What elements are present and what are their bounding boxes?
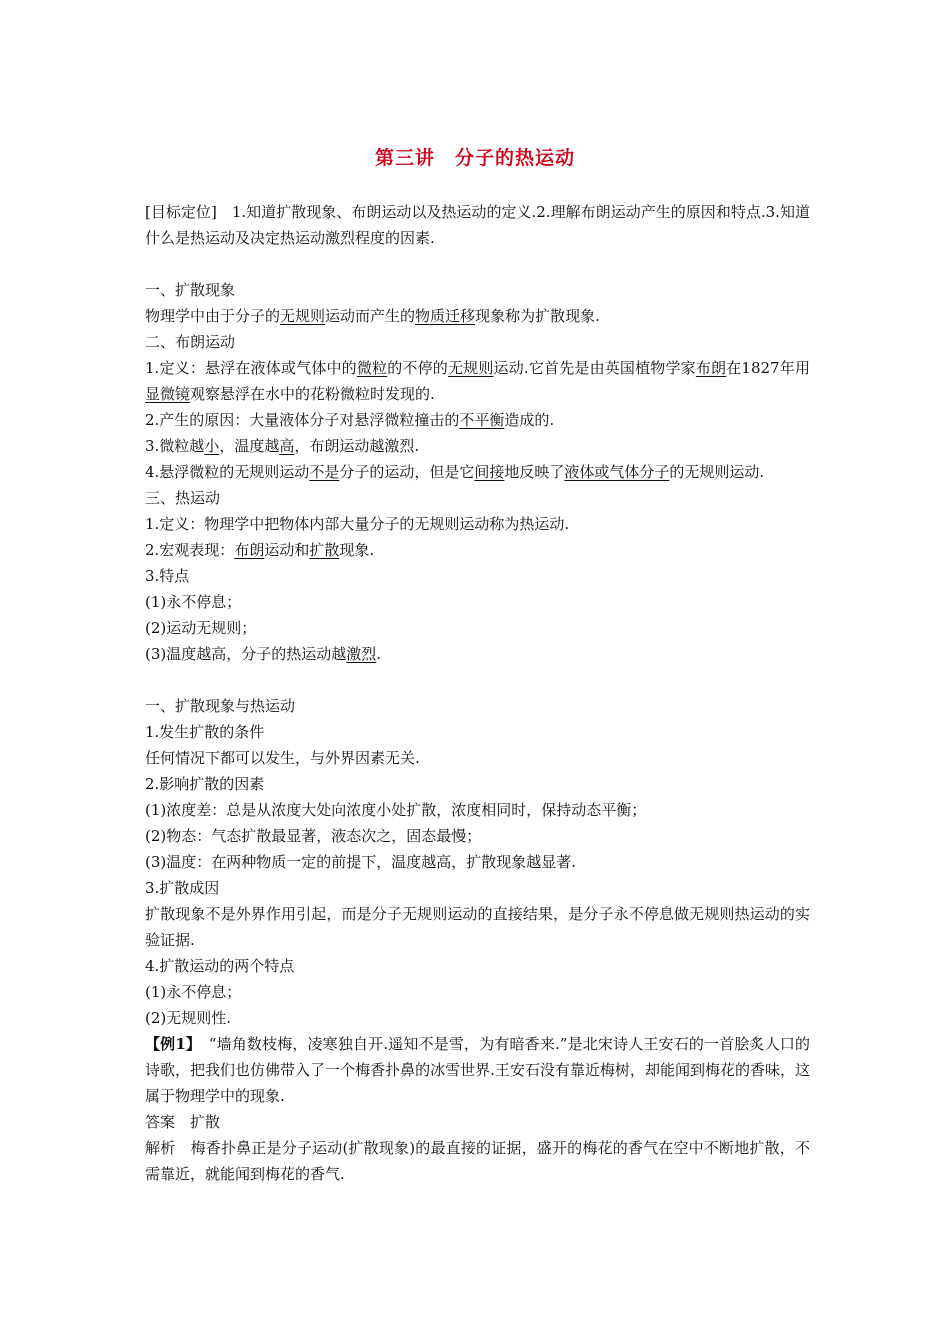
brownian-nature: 4.悬浮微粒的无规则运动不是分子的运动，但是它间接地反映了液体或气体分子的无规则运动.	[145, 463, 765, 481]
condition-heading: 1.发生扩散的条件	[145, 723, 265, 741]
brownian-factors: 3.微粒越小，温度越高，布朗运动越激烈.	[145, 437, 420, 455]
spacer	[145, 251, 810, 277]
section-heading-diffusion: 一、扩散现象	[145, 281, 236, 299]
brownian-definition: 1.定义：悬浮在液体或气体中的微粒的不停的无规则运动.它首先是由英国植物学家布朗在1827年用显微镜观察悬浮在水中的花粉微粒时发现的.	[145, 359, 810, 403]
factor-2: (2)物态：气态扩散最显著，液态次之，固态最慢；	[145, 827, 482, 845]
section-heading-brownian: 二、布朗运动	[145, 333, 236, 351]
two-features-heading: 4.扩散运动的两个特点	[145, 957, 295, 975]
factors-heading: 2.影响扩散的因素	[145, 775, 265, 793]
thermal-definition: 1.定义：物理学中把物体内部大量分子的无规则运动称为热运动.	[145, 515, 570, 533]
example-answer: 答案 扩散	[145, 1113, 221, 1131]
cause-text: 扩散现象不是外界作用引起，而是分子无规则运动的直接结果，是分子永不停息做无规则热运动的实验证据.	[145, 905, 810, 949]
example-label: 【例1】	[145, 1035, 194, 1053]
factor-1: (1)浓度差：总是从浓度大处向浓度小处扩散，浓度相同时，保持动态平衡；	[145, 801, 647, 819]
thermal-feature-3: (3)温度越高，分子的热运动越激烈.	[145, 645, 382, 663]
two-feature-1: (1)永不停息；	[145, 983, 242, 1001]
condition-text: 任何情况下都可以发生，与外界因素无关.	[145, 749, 420, 767]
part2-heading: 一、扩散现象与热运动	[145, 697, 296, 715]
page-title: 第三讲 分子的热运动	[374, 147, 575, 169]
thermal-macroscopic: 2.宏观表现：布朗运动和扩散现象.	[145, 541, 375, 559]
factor-3: (3)温度：在两种物质一定的前提下，温度越高，扩散现象越显著.	[145, 853, 577, 871]
cause-heading: 3.扩散成因	[145, 879, 220, 897]
diffusion-definition: 物理学中由于分子的无规则运动而产生的物质迁移现象称为扩散现象.	[145, 307, 600, 325]
document-body	[145, 199, 810, 1187]
thermal-features-heading: 3.特点	[145, 567, 190, 585]
thermal-feature-1: (1)永不停息；	[145, 593, 242, 611]
brownian-cause: 2.产生的原因：大量液体分子对悬浮微粒撞击的不平衡造成的.	[145, 411, 555, 429]
example-analysis: 解析 梅香扑鼻正是分子运动(扩散现象)的最直接的证据，盛开的梅花的香气在空中不断地扩散，不需靠近，就能闻到梅花的香气.	[145, 1139, 810, 1183]
thermal-feature-2: (2)运动无规则；	[145, 619, 257, 637]
example-question: 【例1】 “墙角数枝梅，凌寒独自开.遥知不是雪，为有暗香来.”是北宋诗人王安石的一首脍炙人口的诗歌，把我们也仿佛带入了一个梅香扑鼻的冰雪世界.王安石没有靠近梅树，却能闻到梅花的香味，这属于物理学中的现象.	[145, 1035, 810, 1105]
section-heading-thermal: 三、热运动	[145, 489, 221, 507]
learning-goals: [目标定位] 1.知道扩散现象、布朗运动以及热运动的定义.2.理解布朗运动产生的原因和特点.3.知道什么是热运动及决定热运动激烈程度的因素.	[145, 203, 810, 247]
two-feature-2: (2)无规则性.	[145, 1009, 232, 1027]
spacer	[145, 667, 810, 693]
